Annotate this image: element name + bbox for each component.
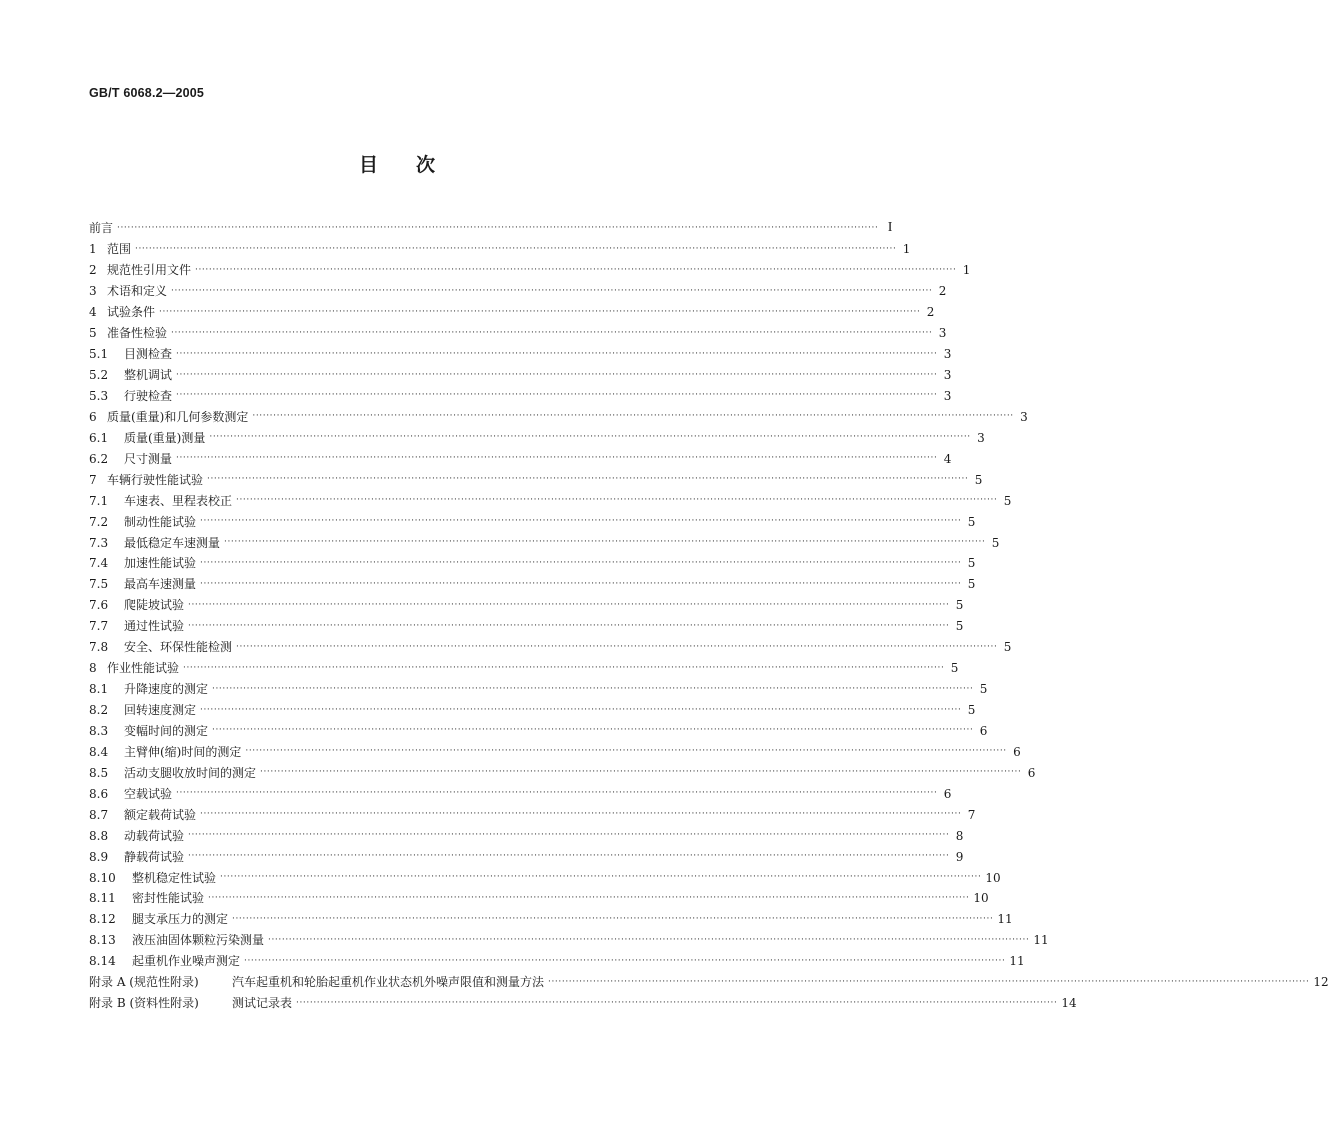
toc-entry-page: 5 [967,577,976,592]
toc-leader-dots: ···························································································································································································································· [220,872,982,883]
toc-entry[interactable] [89,930,1049,951]
toc-leader-dots: ···························································································································································································································· [200,516,962,527]
toc-entry-number: 8 [89,661,97,676]
toc-entry-page: 8 [955,828,964,843]
toc-entry-page: 4 [943,451,952,466]
toc-entry-label: 通过性试验 [124,619,185,634]
toc-entry-number: 8.10 [89,870,116,885]
toc-entry-page: 5 [967,556,976,571]
toc-entry-label: 回转速度测定 [124,703,197,718]
toc-entry[interactable] [89,741,1021,762]
toc-entry-page: 1 [902,242,911,257]
toc-leader-dots: ···························································································································································································································· [268,934,1030,945]
toc-entry[interactable] [89,386,952,407]
toc-entry-label: 液压油固体颗粒污染测量 [132,933,265,948]
toc-entry-label: 目测检查 [124,347,173,362]
toc-entry-label: 额定载荷试验 [124,807,197,822]
toc-entry-number: 8.5 [89,765,109,780]
toc-leader-dots: ···························································································································································································································· [207,474,969,485]
toc-entry-number: 1 [89,242,97,257]
toc-entry[interactable] [89,427,985,448]
toc-entry-number: 7.5 [89,577,109,592]
toc-entry[interactable] [89,867,1001,888]
toc-entry-number: 8.13 [89,933,116,948]
toc-entry-number: 7.3 [89,535,109,550]
toc-entry-number: 6.2 [89,451,109,466]
toc-entry-page: 7 [967,807,976,822]
toc-leader-dots: ···························································································································································································································· [176,788,938,799]
toc-entry[interactable] [89,406,1028,427]
toc-entry[interactable] [89,700,976,721]
toc-leader-dots: ···························································································································································································································· [236,641,998,652]
toc-entry-label: 变幅时间的测定 [124,723,209,738]
toc-entry[interactable] [89,260,971,281]
standard-code: GB/T 6068.2—2005 [89,86,205,100]
toc-leader-dots: ···························································································································································································································· [236,495,998,506]
toc-entry[interactable] [89,595,964,616]
toc-entry-number: 7 [89,472,97,487]
toc-entry-label: 整机稳定性试验 [132,870,217,885]
toc-entry-page: 5 [967,703,976,718]
toc-entry-number: 5 [89,326,97,341]
toc-leader-dots: ···························································································································································································································· [117,222,879,233]
toc-entry-page: 1 [962,263,971,278]
toc-entry[interactable] [89,888,989,909]
toc-entry[interactable] [89,972,1329,993]
toc-entry-page: 3 [943,347,952,362]
toc-entry-label: 规范性引用文件 [107,263,192,278]
toc-entry-label: 静载荷试验 [124,849,185,864]
toc-entry[interactable] [89,511,976,532]
toc-entry-number: 6 [89,409,97,424]
toc-entry-number: 8.3 [89,723,109,738]
toc-leader-dots: ···························································································································································································································· [171,327,933,338]
toc-entry[interactable] [89,616,964,637]
toc-entry-page: 6 [979,723,988,738]
toc-entry[interactable] [89,302,935,323]
toc-entry[interactable] [89,993,1077,1014]
toc-entry-label: 升降速度的测定 [124,682,209,697]
toc-entry-page: 5 [979,682,988,697]
toc-leader-dots: ···························································································································································································································· [224,537,986,548]
toc-leader-dots: ···························································································································································································································· [176,390,938,401]
table-of-contents [89,218,1329,1014]
toc-entry-number: 7.7 [89,619,109,634]
toc-entry-number: 7.8 [89,640,109,655]
toc-entry-label: 质量(重量)测量 [124,430,206,445]
toc-entry[interactable] [89,344,952,365]
toc-entry-label: 空载试验 [124,786,173,801]
toc-entry-label: 加速性能试验 [124,556,197,571]
toc-entry-label: 起重机作业噪声测定 [132,954,241,969]
toc-leader-dots: ···························································································································································································································· [183,662,945,673]
toc-leader-dots: ···························································································································································································································· [200,704,962,715]
toc-entry-label: 准备性检验 [107,326,168,341]
toc-entry-label: 前言 [89,221,114,236]
toc-entry[interactable] [89,574,976,595]
toc-entry-page: 2 [926,305,935,320]
toc-entry-page: 3 [943,388,952,403]
toc-entry-number: 5.3 [89,388,109,403]
toc-entry-label: 爬陡坡试验 [124,598,185,613]
toc-entry-page: 10 [973,891,989,906]
toc-leader-dots: ···························································································································································································································· [176,348,938,359]
toc-leader-dots: ···························································································································································································································· [200,809,962,820]
toc-entry-page: 10 [985,870,1001,885]
toc-entry-label: 试验条件 [107,305,156,320]
toc-entry-page: 11 [997,912,1013,927]
toc-entry-page: 6 [943,786,952,801]
toc-leader-dots: ···························································································································································································································· [200,557,962,568]
toc-entry-label: 尺寸测量 [124,451,173,466]
toc-entry-number: 5.2 [89,368,109,383]
toc-entry-number: 8.9 [89,849,109,864]
toc-entry-page: 6 [1013,744,1021,759]
toc-entry[interactable] [89,490,1012,511]
toc-entry[interactable] [89,532,1000,553]
toc-entry-label: 主臂伸(缩)时间的测定 [124,744,242,759]
toc-entry-page: 3 [938,326,947,341]
toc-entry-number: 附录 A (规范性附录) [89,975,199,990]
toc-leader-dots: ···························································································································································································································· [188,851,950,862]
toc-entry-label: 整机调试 [124,368,173,383]
toc-entry[interactable] [89,637,1012,658]
toc-leader-dots: ···························································································································································································································· [171,285,933,296]
toc-entry-number: 7.1 [89,493,109,508]
toc-entry-number: 附录 B (资料性附录) [89,996,199,1011]
toc-entry-label: 最低稳定车速测量 [124,535,221,550]
toc-entry-page: 2 [938,284,947,299]
toc-entry-page: I [887,220,893,236]
toc-entry[interactable] [89,825,964,846]
toc-entry-label: 范围 [107,242,132,257]
toc-entry-label: 测试记录表 [232,996,293,1011]
toc-entry-page: 6 [1027,765,1036,780]
toc-entry-number: 8.11 [89,891,116,906]
toc-entry[interactable] [89,448,952,469]
toc-entry-label: 密封性能试验 [132,891,205,906]
toc-leader-dots: ···························································································································································································································· [252,411,1014,422]
toc-leader-dots: ···························································································································································································································· [176,369,938,380]
title-part-2: 次 [416,154,436,176]
toc-leader-dots: ···························································································································································································································· [188,599,950,610]
toc-entry-number: 8.2 [89,703,109,718]
toc-entry-label: 车辆行驶性能试验 [107,472,204,487]
toc-entry-page: 11 [1033,933,1049,948]
toc-entry[interactable] [89,553,976,574]
toc-entry-number: 6.1 [89,430,109,445]
toc-entry-label: 最高车速测量 [124,577,197,592]
toc-leader-dots: ···························································································································································································································· [135,243,897,254]
toc-entry-label: 行驶检查 [124,388,173,403]
toc-leader-dots: ···························································································································································································································· [232,913,994,924]
toc-leader-dots: ···························································································································································································································· [548,976,1310,987]
toc-entry[interactable] [89,469,983,490]
toc-entry-number: 8.4 [89,744,109,759]
toc-leader-dots: ···························································································································································································································· [244,955,1006,966]
toc-leader-dots: ···························································································································································································································· [208,892,970,903]
toc-entry[interactable] [89,323,947,344]
toc-entry-number: 7.6 [89,598,109,613]
toc-entry-number: 8.1 [89,682,109,697]
toc-entry-number: 5.1 [89,347,109,362]
toc-entry-label: 作业性能试验 [107,661,180,676]
toc-entry-page: 5 [950,661,959,676]
toc-entry[interactable] [89,804,976,825]
toc-entry-label: 术语和定义 [107,284,168,299]
toc-leader-dots: ···························································································································································································································· [159,306,921,317]
toc-leader-dots: ···························································································································································································································· [188,830,950,841]
toc-entry-page: 5 [1003,640,1012,655]
toc-entry[interactable] [89,679,988,700]
toc-entry-number: 3 [89,284,97,299]
toc-leader-dots: ···························································································································································································································· [209,432,971,443]
page-title [0,150,794,177]
toc-entry-label: 动载荷试验 [124,828,185,843]
toc-entry[interactable] [89,762,1036,783]
toc-entry-page: 11 [1009,954,1025,969]
toc-entry-page: 12 [1313,975,1329,990]
toc-entry-page: 5 [955,619,964,634]
toc-entry-number: 2 [89,263,97,278]
toc-entry-page: 5 [955,598,964,613]
toc-entry[interactable] [89,239,911,260]
toc-entry[interactable] [89,281,947,302]
toc-entry[interactable] [89,218,893,239]
toc-entry-page: 14 [1061,996,1077,1011]
toc-entry-number: 7.2 [89,514,109,529]
title-part-1: 目 [358,154,378,176]
toc-entry[interactable] [89,846,964,867]
toc-entry-number: 7.4 [89,556,109,571]
toc-leader-dots: ···························································································································································································································· [188,620,950,631]
toc-entry-page: 5 [974,472,983,487]
toc-entry-label: 腿支承压力的测定 [132,912,229,927]
toc-leader-dots: ···························································································································································································································· [296,997,1058,1008]
toc-leader-dots: ···························································································································································································································· [200,578,962,589]
toc-entry-label: 汽车起重机和轮胎起重机作业状态机外噪声限值和测量方法 [232,975,545,990]
toc-entry-page: 3 [1020,409,1028,424]
toc-entry-number: 8.12 [89,912,116,927]
toc-entry-number: 4 [89,305,97,320]
toc-leader-dots: ···························································································································································································································· [195,264,957,275]
toc-entry[interactable] [89,365,952,386]
toc-leader-dots: ···························································································································································································································· [212,725,974,736]
toc-entry-label: 安全、环保性能检测 [124,640,233,655]
toc-leader-dots: ···························································································································································································································· [245,746,1007,757]
toc-entry-page: 5 [1003,493,1012,508]
toc-leader-dots: ···························································································································································································································· [260,767,1022,778]
toc-leader-dots: ···························································································································································································································· [212,683,974,694]
toc-entry-number: 8.7 [89,807,109,822]
toc-entry[interactable] [89,721,988,742]
toc-entry[interactable] [89,658,959,679]
toc-entry-page: 5 [967,514,976,529]
toc-entry[interactable] [89,951,1025,972]
toc-entry-number: 8.8 [89,828,109,843]
toc-entry-label: 车速表、里程表校正 [124,493,233,508]
toc-leader-dots: ···························································································································································································································· [176,453,938,464]
toc-entry-page: 3 [977,430,985,445]
toc-entry-number: 8.6 [89,786,109,801]
toc-entry-page: 9 [955,849,964,864]
toc-entry-page: 3 [943,368,952,383]
toc-entry[interactable] [89,783,952,804]
toc-entry-label: 质量(重量)和几何参数测定 [107,409,249,424]
toc-entry-label: 活动支腿收放时间的测定 [124,765,257,780]
toc-entry-number: 8.14 [89,954,116,969]
toc-entry-label: 制动性能试验 [124,514,197,529]
toc-entry-page: 5 [991,535,1000,550]
toc-entry[interactable] [89,909,1013,930]
